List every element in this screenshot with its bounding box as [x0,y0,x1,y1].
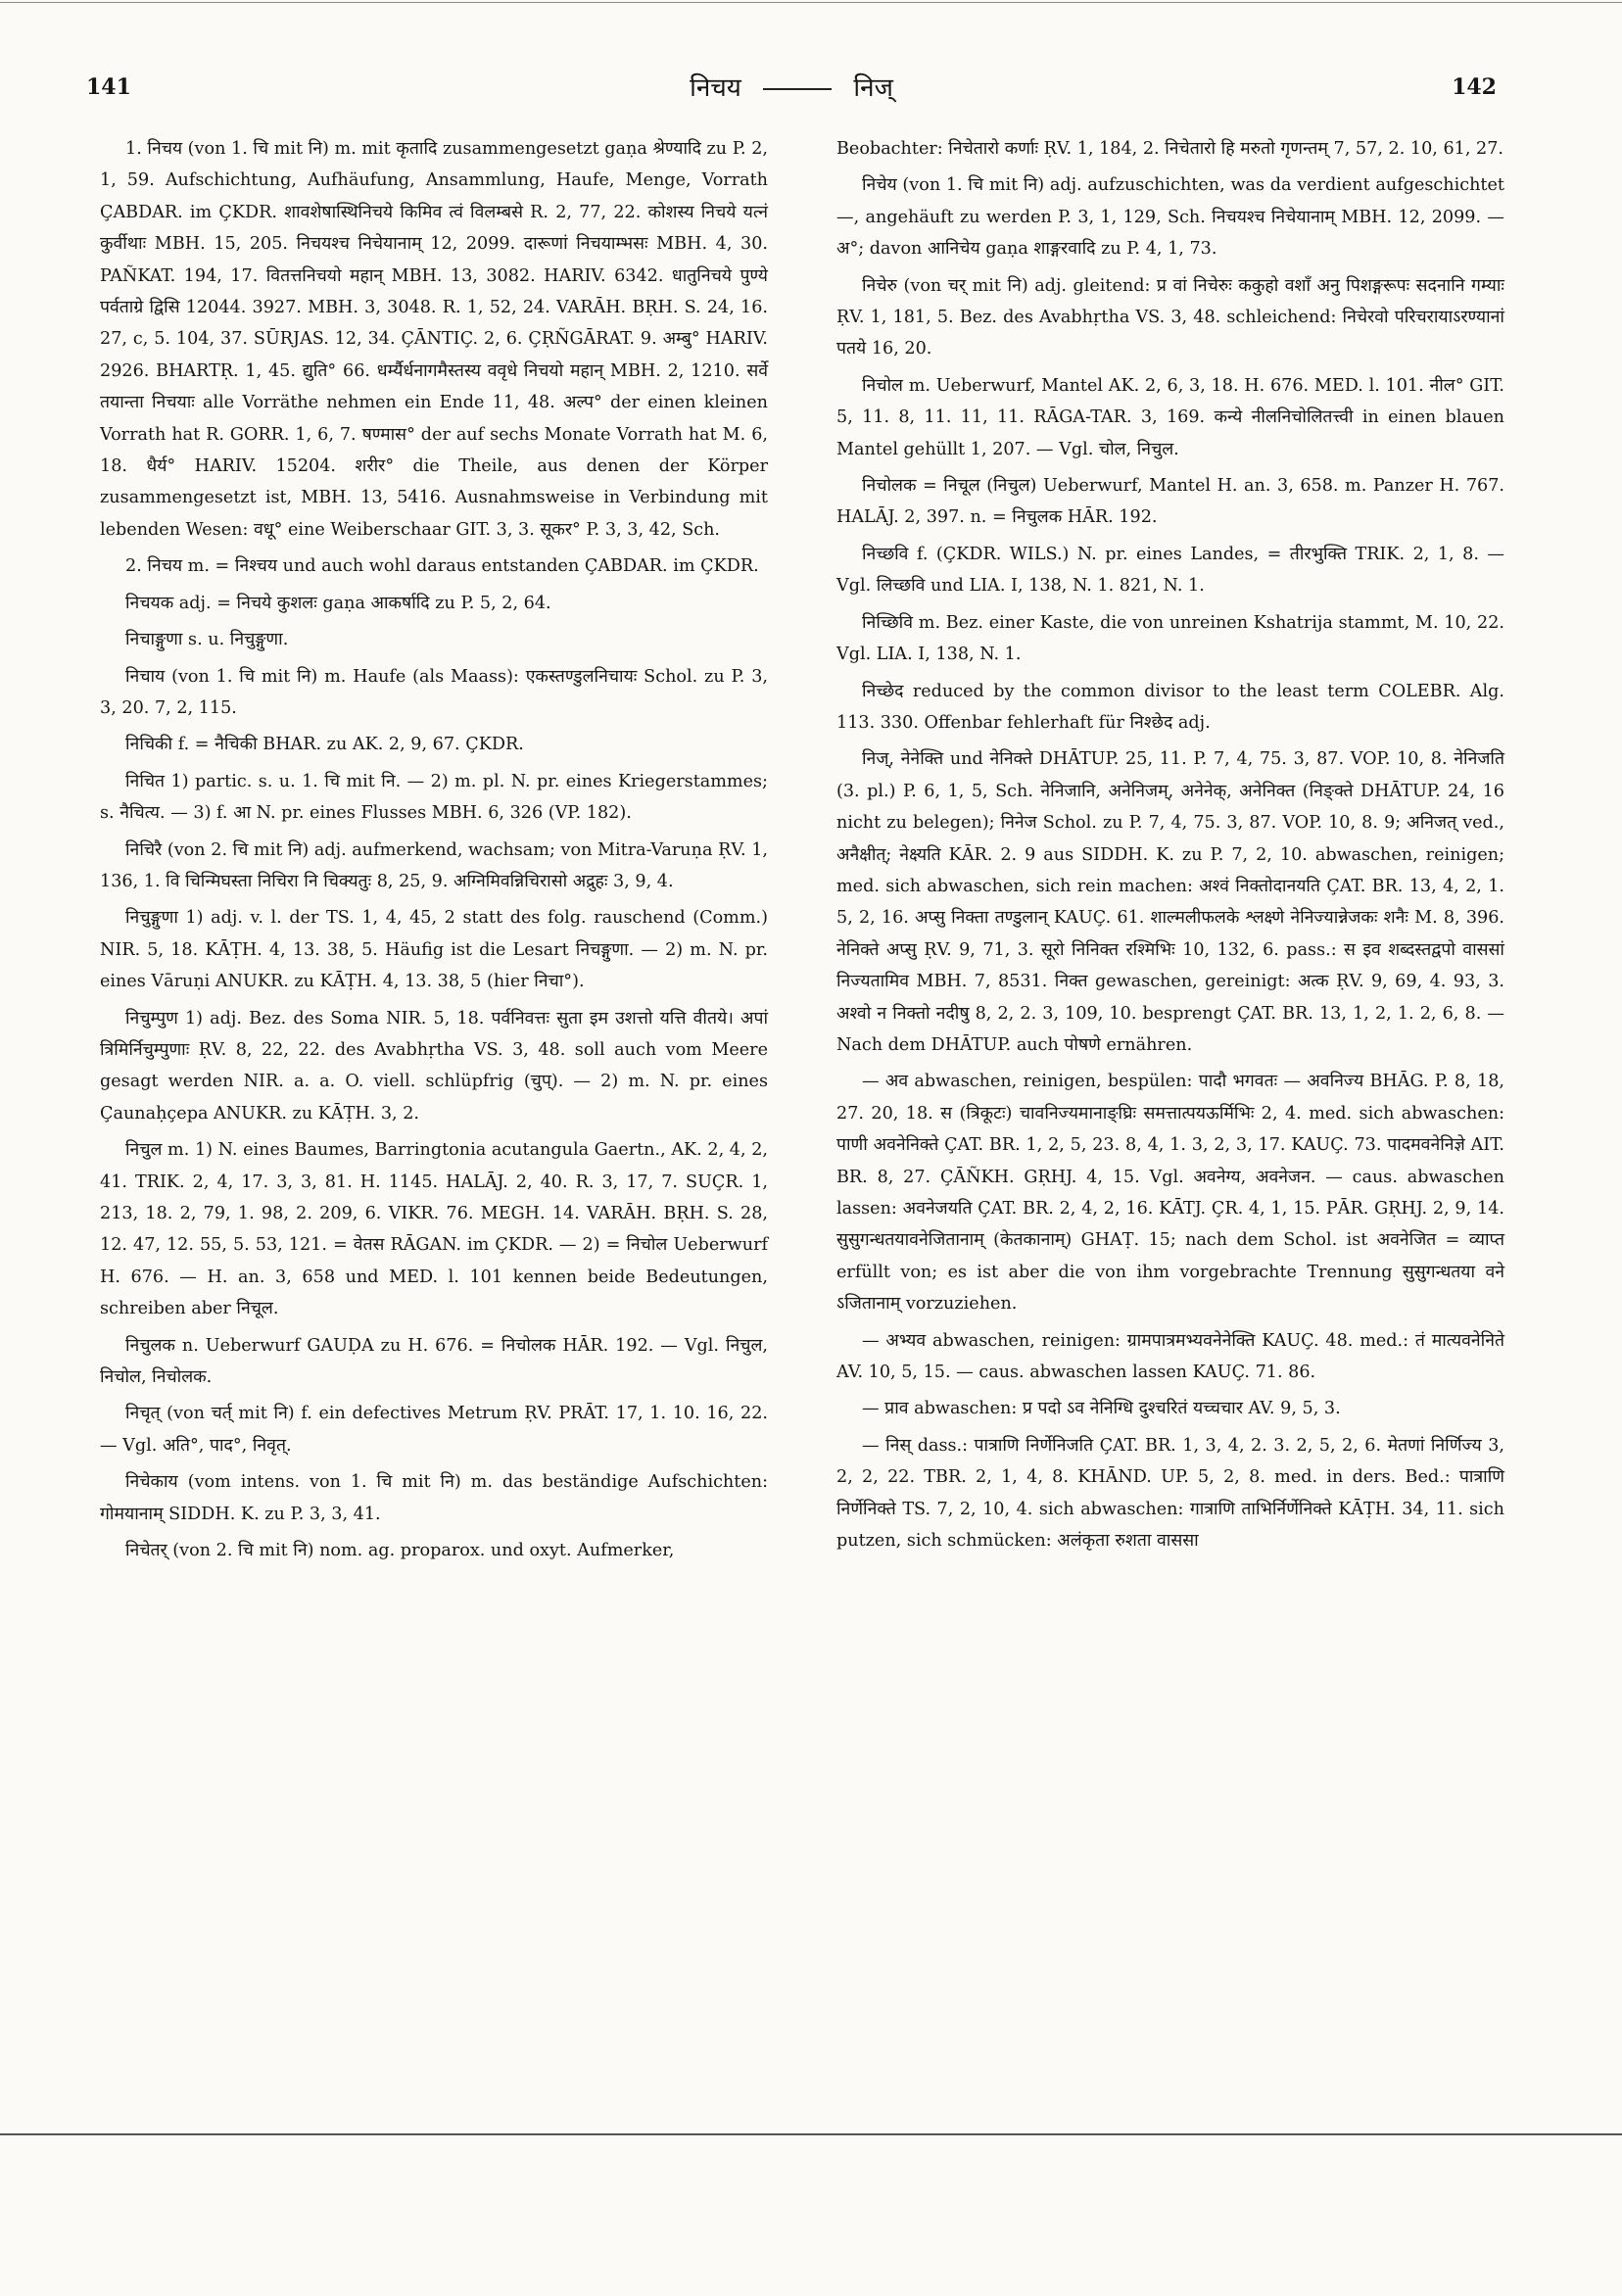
entry: — अव abwaschen, reinigen, bespülen: पादौ भगवतः — अवनिज्य BHĀG. P. 8, 18, 27. 20, 18. स (त्रिकूटः) चावनिज्यमानाङ्घ्रिः समत्तात्पयऊर्मिभिः 2, 4. med. sich abwaschen: पाणी अवनेनिक्ते ÇAT. BR. 1, 2, 5, 23. 8, 4, 1. 3, 2, 3, 17. KAUÇ. 73. पादमवनेनिज्ञे AIT. BR. 8, 27. ÇĀÑKH. GṚHJ. 4, 15. Vgl. अवनेग्य, अवनेजन. — caus. abwaschen lassen: अवनेजयति ÇAT. BR. 2, 4, 2, 16. KĀTJ. ÇR. 4, 1, 15. PĀR. GṚHJ. 2, 9, 14. सुसुगन्धतयावनेजितानाम् (केतकानाम्) GHAṬ. 15; nach dem Schol. ist अवनेजित = व्याप्त erfüllt von; es ist aber die von ihm vorgebrachte Trennung सुसुगन्धतया वने ऽजितानाम् vorzuziehen. [836,1072,1504,1315]
entry: निचेरु (von चर् mit नि) adj. gleitend: प्र वां निचेरुः ककुहो वशाँ अनु पिशङ्गरूपः सदनानि गम्याः ṚV. 1, 181, 5. Bez. des Avabhṛtha VS. 3, 48. schleichend: निचेरवो परिचरायाऽरण्यानां पतये 16, 20. [836,275,1504,359]
entry: निचित 1) partic. s. u. 1. चि mit नि. — 2) m. pl. N. pr. eines Kriegerstammes; s. नैचित्य. — 3) f. आ N. pr. eines Flusses MBH. 6, 326 (VP. 182). [100,771,768,824]
entry: — प्राव abwaschen: प्र पदो ऽव नेनिग्धि दुश्चरितं यच्चचार AV. 9, 5, 3. [862,1399,1341,1419]
entry: निचोलक = निचूल (निचुल) Ueberwurf, Mantel H. an. 3, 658. m. Panzer H. 767. HALĀJ. 2, 397. n. = निचुलक HĀR. 192. [836,476,1504,528]
entry: निचुल m. 1) N. eines Baumes, Barringtonia acutangula Gaertn., AK. 2, 4, 2, 41. TRIK. 2, 4, 17. 3, 3, 81. H. 1145. HALĀJ. 2, 40. R. 3, 17, 7. SUÇR. 1, 213, 18. 2, 79, 1. 98, 2. 209, 6. VIKR. 76. MEGH. 14. VARĀH. BṚH. S. 28, 12. 47, 12. 55, 5. 53, 121. = वेतस RĀGAN. im ÇKDR. — 2) = निचोल Ueberwurf H. 676. — H. an. 3, 658 und MED. l. 101 kennen beide Bedeutungen, schreiben aber निचूल. [100,1140,768,1319]
entry: निच्छेद reduced by the common divisor to the least term COLEBR. Alg. 113. 330. Offenbar fehlerhaft für निश्छेद adj. [836,681,1504,733]
entry: निचेकाय (vom intens. von 1. चि mit नि) m. das beständige Aufschichten: गोमयानाम् SIDDH. K. zu P. 3, 3, 41. [100,1472,768,1524]
entry: निचिरै (von 2. चि mit नि) adj. aufmerkend, wachsam; von Mitra-Varuṇa ṚV. 1, 136, 1. वि चिन्मिघस्ता निचिरा नि चिक्यतुः 8, 25, 9. अग्निमिवन्निचिरासो अद्रुहः 3, 9, 4. [100,839,768,891]
entry: — निस् dass.: पात्राणि निर्णेनिजति ÇAT. BR. 1, 3, 4, 2. 3. 2, 5, 2, 6. मेतणां निर्णिज्य 3, 2, 2, 22. TBR. 2, 1, 4, 8. KHĀND. UP. 5, 2, 8. med. in ders. Bed.: पात्राणि निर्णेनिक्ते TS. 7, 2, 10, 4. sich abwaschen: गात्राणि ताभिर्निर्णेनिक्ते KĀṬH. 34, 11. sich putzen, sich schmücken: अलंकृता रुशता वाससा [836,1435,1504,1552]
entry: — अभ्यव abwaschen, reinigen: ग्रामपात्रमभ्यवनेनेक्ति KAUÇ. 48. med.: तं मात्यवनेनिते AV. 10, 5, 15. — caus. abwaschen lassen KAUÇ. 71. 86. [836,1330,1504,1383]
entry: 1. निचय (von 1. चि mit नि) m. mit कृतादि zusammengesetzt gaṇa श्रेण्यादि zu P. 2, 1, 59. Aufschichtung, Aufhäufung, Ansammlung, Haufe, Menge, Vorrath ÇABDAR. im ÇKDR. शावशेषास्थिनिचये किमिव त्वं विलम्बसे R. 2, 77, 22. कोशस्य निचये यत्नं कुर्वीथाः MBH. 15, 205. निचयश्च निचेयानाम् 12, 2099. दारूणां निचयाम्भसः MBH. 4, 30. PAÑKAT. 194, 17. वितत्तनिचयो महान् MBH. 13, 3082. HARIV. 6342. धातुनिचये पुण्ये पर्वताग्रे द्विसि 12044. 3927. MBH. 3, 3048. R. 1, 52, 24. VARĀH. BṚH. S. 24, 16. 27, c, 5. 104, 37. SŪRJAS. 12, 34. ÇĀNTIÇ. 2, 6. ÇṚÑGĀRAT. 9. अम्बु° HARIV. 2926. BHARTṚ. 1, 45. द्युति° 66. धर्म्यैर्धनागमैस्तस्य ववृधे निचयो महान् MBH. 2, 1210. सर्वे तयान्ता निचयाः alle Vorräthe nehmen ein Ende 11, 48. अल्प° der einen kleinen Vorrath hat R. GORR. 1, 6, 7. षण्मास° der auf sechs Monate Vorrath hat M. 6, 18. धैर्य° HARIV. 15204. शरीर° die Theile, aus denen der Körper zusammengesetzt ist, MBH. 13, 5416. Ausnahmsweise in Verbindung mit lebenden Wesen: वधू° eine Weiberschaar GIT. 3, 3. सूकर° P. 3, 3, 42, Sch. [100,139,768,540]
entry: निचृत् (von चर्त् mit नि) f. ein defectives Metrum ṚV. PRĀT. 17, 1. 10. 16, 22. — Vgl. अति°, पाद°, निवृत्. [100,1404,768,1456]
entry: निच्छिवि m. Bez. einer Kaste, die von unreinen Kshatrija stammt, M. 10, 22. Vgl. LIA. I, 138, N. 1. [836,612,1504,665]
entry: निचुङ्गुणा 1) adj. v. l. der TS. 1, 4, 45, 2 statt des folg. rauschend (Comm.) NIR. 5, 18. KĀṬH. 4, 13. 38, 5. Häufig ist die Lesart निचङ्गुणा. — 2) m. N. pr. eines Vāruṇi ANUKR. zu KĀṬH. 4, 13. 38, 5 (hier निचा°). [100,908,768,992]
running-head-dash [763,88,832,90]
entry: निज्, नेनेक्ति und नेनिक्ते DHĀTUP. 25, 11. P. 7, 4, 75. 3, 87. VOP. 10, 8. नेनिजति (3. pl.) P. 6, 1, 5, Sch. नेनिजानि, अनेनिजम्, अनेनेक्, अनेनिक्त (निङ्क्ते DHĀTUP. 24, 16 nicht zu belegen); निनेज Schol. zu P. 7, 4, 75. 3, 87. VOP. 10, 8. 9; अनिजत् ved., अनैक्षीत्; नेक्ष्यति KĀR. 2. 9 aus SIDDH. K. zu P. 7, 2, 10. abwaschen, reinigen; med. sich abwaschen, sich rein machen: अश्वं निक्तोदानयति ÇAT. BR. 13, 4, 2, 1. 5, 2, 16. अप्सु निक्ता तण्डुलान् KAUÇ. 61. शाल्मलीफलके श्लक्ष्णे नेनिज्यान्नेजकः शनैः M. 8, 396. नेनिक्ते अप्सु ṚV. 9, 71, 3. सूरो निनिक्त रश्मिभिः 10, 132, 6. pass.: स इव शब्दस्तद्वपो वाससां निज्यतामिव MBH. 7, 8531. निक्त gewaschen, gereinigt: अत्क ṚV. 9, 69, 4. 93, 3. अश्वो न निक्तो नदीषु 8, 2, 2. 3, 109, 10. besprengt ÇAT. BR. 13, 1, 2, 1. 2, 6, 8. — Nach dem DHĀTUP. auch पोषणे ernähren. [836,749,1504,1055]
entry: निचिकी f. = नैचिकी BHAR. zu AK. 2, 9, 67. ÇKDR. [125,735,524,755]
running-head-left: निचय [690,73,741,103]
entry: निचाङ्गुणा s. u. निचुङ्गुणा. [125,630,289,650]
right-column [836,133,1504,1561]
page-number-right: 142 [1452,74,1497,100]
entry: निचाय (von 1. चि mit नि) m. Haufe (als Maass): एकस्तण्डुलनिचायः Schol. zu P. 3, 3, 20. 7, 2, 115. [100,666,768,718]
page-header [86,69,1497,108]
footer-rule [0,2133,1622,2135]
entry: निच्छवि f. (ÇKDR. WILS.) N. pr. eines Landes, = तीरभुक्ति TRIK. 2, 1, 8. — Vgl. लिच्छवि und LIA. I, 138, N. 1. 821, N. 1. [836,544,1504,597]
page-number-left: 141 [86,74,131,100]
running-head-right: निज् [853,73,893,103]
running-head [86,69,1497,104]
entry: 2. निचय m. = निश्चय und auch wohl daraus entstanden ÇABDAR. im ÇKDR. [125,556,759,577]
top-rule [0,2,1622,3]
entry: निचेतर् (von 2. चि mit नि) nom. ag. proparox. und oxyt. Aufmerker, [125,1541,675,1561]
entry: निचोल m. Ueberwurf, Mantel AK. 2, 6, 3, 18. H. 676. MED. l. 101. नील° GIT. 5, 11. 8, 11. 11, 11. RĀGA-TAR. 3, 169. कन्ये नीलनिचोलितत्त्वी in einen blauen Mantel gehüllt 1, 207. — Vgl. चोल, निचुल. [836,375,1504,459]
entry: निचुलक n. Ueberwurf GAUḌA zu H. 676. = निचोलक HĀR. 192. — Vgl. निचुल, निचोल, निचोलक. [100,1335,768,1388]
entry: Beobachter: निचेतारो कर्णाः ṚV. 1, 184, 2. निचेतारो हि मरुतो गृणन्तम् 7, 57, 2. 10, 61, 27. [836,139,1504,159]
entry: निचेय (von 1. चि mit नि) adj. aufzuschichten, was da verdient aufgeschichtet —, angehäuft zu werden P. 3, 1, 129, Sch. निचयश्च निचेयानाम् MBH. 12, 2099. — अ°; davon आनिचेय gaṇa शाङ्गरवादि zu P. 4, 1, 73. [836,175,1504,260]
entry: निचुम्पुण 1) adj. Bez. des Soma NIR. 5, 18. पर्वनिवत्तः सुता इम उशत्तो यत्ति वीतये। अपां त्रिमिर्निचुम्पुणाः ṚV. 8, 22, 22. des Avabhṛtha VS. 3, 48. soll auch vom Meere gesagt werden NIR. a. a. O. viell. schlüpfrig (चुप्). — 2) m. N. pr. eines Çaunaḥçepa ANUKR. zu KĀṬH. 3, 2. [100,1008,768,1124]
left-column [100,133,768,1571]
entry: निचयक adj. = निचये कुशलः gaṇa आकर्षादि zu P. 5, 2, 64. [125,593,551,613]
